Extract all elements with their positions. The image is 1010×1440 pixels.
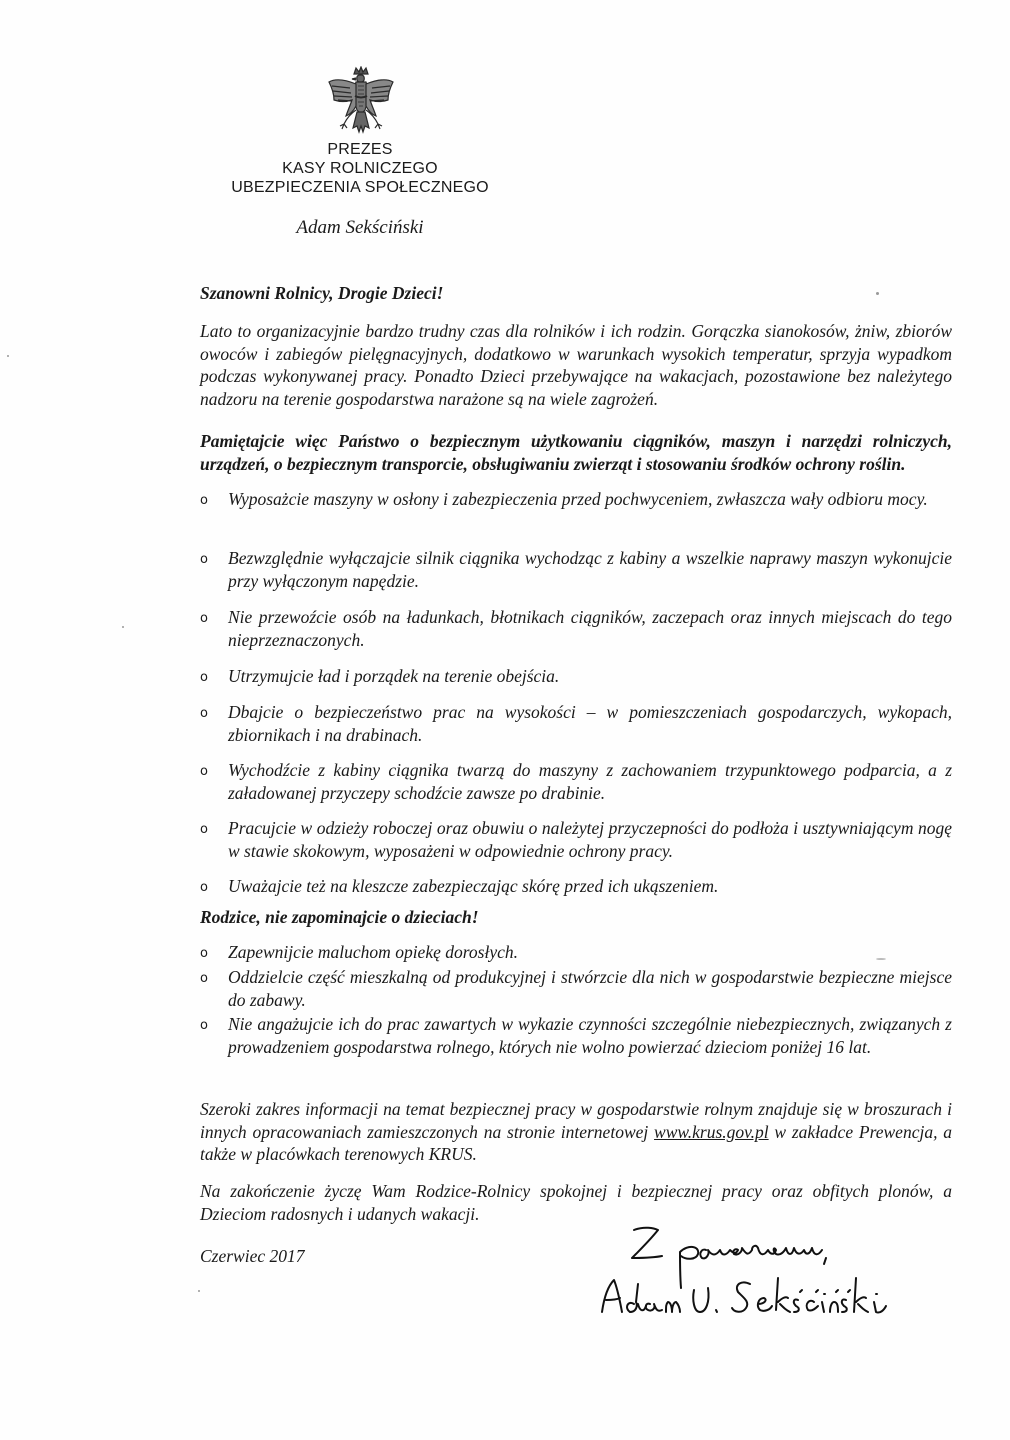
list-item <box>200 547 952 592</box>
list-item <box>200 701 952 746</box>
scan-speck <box>198 1290 200 1292</box>
scan-speck <box>7 355 9 357</box>
heading-line-1: PREZES <box>327 141 393 158</box>
safety-item-8: Uważajcie też na kleszcze zabezpieczając skórę przed ich ukąszeniem. <box>228 876 719 896</box>
safety-item-1: Wyposażcie maszyny w osłony i zabezpieczenia przed pochwyceniem, zwłaszcza wały odbioru mocy. <box>228 489 928 509</box>
handwritten-signature <box>588 1218 948 1328</box>
emphasis-paragraph: Pamiętajcie więc Państwo o bezpiecznym użytkowaniu ciągników, maszyn i narzędzi rolniczych, urządzeń, o bezpiecznym transporcie, obsługiwaniu zwierząt i stosowaniu środków ochrony roślin. <box>200 431 952 474</box>
bullet-icon: o <box>200 946 208 961</box>
bullet-icon: o <box>200 611 208 626</box>
safety-item-3: Nie przewoźcie osób na ładunkach, błotnikach ciągników, zaczepach oraz innych miejscach do tego nieprzeznaczonych. <box>228 607 952 650</box>
list-item <box>200 966 952 1011</box>
scan-speck <box>122 626 124 628</box>
intro-paragraph: Lato to organizacyjnie bardzo trudny czas dla rolników i ich rodzin. Gorączka sianokosów, żniw, zbiorów owoców i zabiegów pielęgnacyjnych, dodatkowo w warunkach wysokich temperatur, sprzyja wypadkom podczas wykonywanej pracy. Ponadto Dzieci przebywające na wakacjach, pozostawione bez należytego nadzoru na terenie gospodarstwa narażone są na wiele zagrożeń. <box>200 321 952 409</box>
info-paragraph <box>200 1098 952 1166</box>
scan-speck <box>876 958 886 960</box>
list-item <box>200 817 952 862</box>
list-item <box>200 1013 952 1058</box>
bullet-icon: o <box>200 706 208 721</box>
salutation: Szanowni Rolnicy, Drogie Dzieci! <box>200 283 444 303</box>
closing-paragraph: Na zakończenie życzę Wam Rodzice-Rolnicy spokojnej i bezpiecznej pracy oraz obfitych plonów, a Dzieciom radosnych i udanych wakacji. <box>200 1181 952 1224</box>
heading-line-3: UBEZPIECZENIA SPOŁECZNEGO <box>231 179 489 196</box>
author-name: Adam Sekściński <box>296 217 424 238</box>
children-item-1: Zapewnijcie maluchom opiekę dorosłych. <box>228 942 518 962</box>
info-text-start: Szeroki zakres informacji na temat bezpiecznej pracy w gospodarstwie rolnym znajduje się w broszurach i innych opracowaniach zamieszczonych na stronie internetowej <box>200 1099 952 1142</box>
safety-item-6: Wychodźcie z kabiny ciągnika twarzą do maszyny z zachowaniem trzypunktowego podparcia, a z załadowanej przyczepy schodźcie zawsze po drabinie. <box>228 760 952 803</box>
letter-date: Czerwiec 2017 <box>200 1246 305 1266</box>
scan-speck <box>876 292 879 295</box>
list-item <box>200 665 952 688</box>
bullet-icon: o <box>200 670 208 685</box>
info-text-end: w zakładce Prewencja, a także w placówkach terenowych KRUS. <box>200 1121 952 1164</box>
bullet-icon: o <box>200 971 208 986</box>
bullet-icon: o <box>200 1018 208 1033</box>
bullet-icon: o <box>200 880 208 895</box>
safety-item-2: Bezwzględnie wyłączajcie silnik ciągnika wychodząc z kabiny a wszelkie naprawy maszyn wykonujcie przy wyłączonym napędzie. <box>228 548 952 591</box>
krus-website-link[interactable]: www.krus.gov.pl <box>654 1121 769 1142</box>
bullet-icon: o <box>200 493 208 508</box>
list-item <box>200 488 952 511</box>
bullet-icon: o <box>200 552 208 567</box>
children-item-2: Oddzielcie część mieszkalną od produkcyjnej i stwórzcie dla nich w gospodarstwie bezpieczne miejsce do zabawy. <box>228 967 952 1010</box>
polish-eagle-emblem-icon <box>326 66 396 140</box>
list-item <box>200 941 952 964</box>
children-item-3: Nie angażujcie ich do prac zawartych w wykazie czynności szczególnie niebezpiecznych, związanych z prowadzeniem gospodarstwa rolnego, których nie wolno powierzać dzieciom poniżej 16 lat. <box>228 1014 952 1057</box>
safety-item-5: Dbajcie o bezpieczeństwo prac na wysokości – w pomieszczeniach gospodarczych, wykopach, zbiornikach i na drabinach. <box>228 702 952 745</box>
institution-heading <box>200 140 520 197</box>
bullet-icon: o <box>200 764 208 779</box>
list-item <box>200 759 952 804</box>
safety-item-7: Pracujcie w odzieży roboczej oraz obuwiu o należytej przyczepności do podłoża i usztywniającym nogę w stawie skokowym, wyposażeni w odpowiednie ochrony pracy. <box>228 818 952 861</box>
heading-line-2: KASY ROLNICZEGO <box>282 160 438 177</box>
bullet-icon: o <box>200 822 208 837</box>
list-item <box>200 606 952 651</box>
list-item <box>200 875 952 898</box>
safety-item-4: Utrzymujcie ład i porządek na terenie obejścia. <box>228 666 560 686</box>
parents-heading: Rodzice, nie zapominajcie o dzieciach! <box>200 907 479 927</box>
